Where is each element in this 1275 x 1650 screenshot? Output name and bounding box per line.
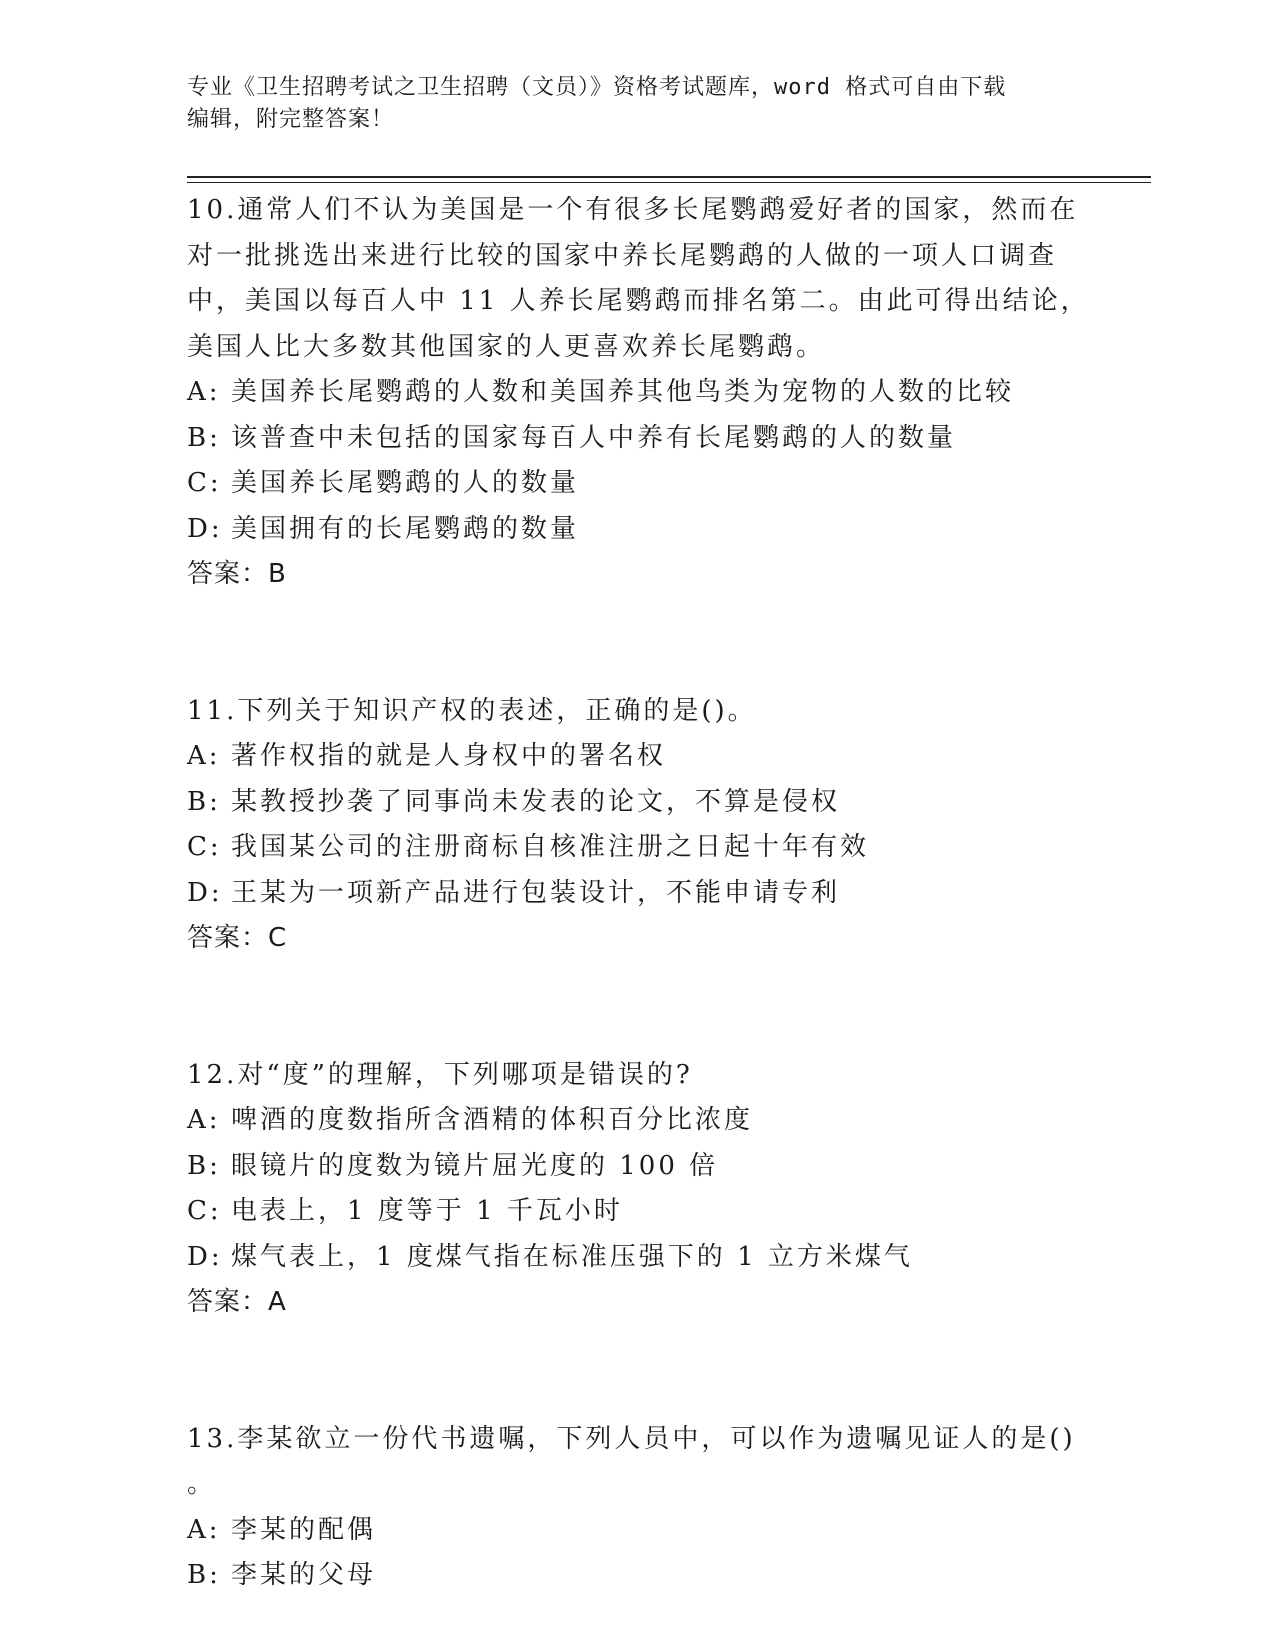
answer-line: 答案：A xyxy=(187,1287,287,1317)
option-d xyxy=(187,507,1107,553)
option-letter: A: xyxy=(187,377,221,407)
question-stem-line: 11.下列关于知识产权的表述，正确的是()。 xyxy=(187,695,757,726)
option-b xyxy=(187,1144,1107,1190)
option-text: 我国某公司的注册商标自核准注册之日起十年有效 xyxy=(231,832,870,862)
option-b xyxy=(187,780,1107,826)
option-letter: A: xyxy=(187,741,221,771)
answer-line: 答案：B xyxy=(187,559,287,589)
option-letter: A: xyxy=(187,1514,221,1545)
option-letter: D: xyxy=(187,513,223,544)
option-letter: B: xyxy=(187,1150,221,1181)
option-text: 美国拥有的长尾鹦鹉的数量 xyxy=(231,513,580,544)
option-c xyxy=(187,825,1107,871)
option-b xyxy=(187,416,1107,462)
option-text: 啤酒的度数指所含酒精的体积百分比浓度 xyxy=(231,1105,754,1135)
option-a xyxy=(187,370,1107,416)
question-13 xyxy=(187,1417,1107,1599)
question-list xyxy=(187,188,1107,1599)
option-letter: A: xyxy=(187,1105,221,1135)
option-a xyxy=(187,734,1107,780)
option-letter: B: xyxy=(187,1560,221,1590)
option-text: 著作权指的就是人身权中的署名权 xyxy=(231,741,667,771)
option-letter: B: xyxy=(187,786,221,817)
option-text: 王某为一项新产品进行包装设计，不能申请专利 xyxy=(231,877,841,908)
question-10 xyxy=(187,188,1107,598)
option-letter: C: xyxy=(187,1196,222,1226)
option-d xyxy=(187,1235,1107,1281)
question-stem-line: 。 xyxy=(187,1469,217,1499)
question-stem-line: 美国人比大多数其他国家的人更喜欢养长尾鹦鹉。 xyxy=(187,331,826,362)
question-stem-line: 10.通常人们不认为美国是一个有很多长尾鹦鹉爱好者的国家，然而在 xyxy=(187,195,1079,225)
option-letter: D: xyxy=(187,877,223,908)
option-letter: B: xyxy=(187,422,221,453)
option-a xyxy=(187,1098,1107,1144)
header-line-2: 编辑，附完整答案！ xyxy=(187,107,395,132)
question-12 xyxy=(187,1053,1107,1326)
option-b xyxy=(187,1553,1107,1599)
question-11 xyxy=(187,689,1107,962)
answer-line: 答案：C xyxy=(187,923,288,953)
option-c xyxy=(187,461,1107,507)
header-line-1: 专业《卫生招聘考试之卫生招聘（文员）》资格考试题库，word 格式可自由下载 xyxy=(187,75,1007,100)
header-divider-thick xyxy=(187,176,1151,178)
option-d xyxy=(187,871,1107,917)
question-stem-line: 中，美国以每百人中 11 人养长尾鹦鹉而排名第二。由此可得出结论， xyxy=(187,286,1090,316)
option-text: 该普查中未包括的国家每百人中养有长尾鹦鹉的人的数量 xyxy=(231,422,957,453)
option-text: 美国养长尾鹦鹉的人的数量 xyxy=(231,468,580,498)
option-text: 电表上，1 度等于 1 千瓦小时 xyxy=(231,1196,623,1226)
header-divider-thin xyxy=(187,182,1151,183)
option-text: 眼镜片的度数为镜片屈光度的 100 倍 xyxy=(231,1150,719,1181)
option-letter: C: xyxy=(187,832,222,862)
option-a xyxy=(187,1508,1107,1554)
option-text: 李某的父母 xyxy=(231,1560,377,1590)
option-text: 煤气表上，1 度煤气指在标准压强下的 1 立方米煤气 xyxy=(231,1241,913,1272)
option-letter: C: xyxy=(187,468,222,498)
option-letter: D: xyxy=(187,1241,223,1272)
option-text: 李某的配偶 xyxy=(231,1514,377,1545)
option-text: 美国养长尾鹦鹉的人数和美国养其他鸟类为宠物的人数的比较 xyxy=(231,377,1015,407)
question-stem-line: 13.李某欲立一份代书遗嘱，下列人员中，可以作为遗嘱见证人的是() xyxy=(187,1423,1076,1454)
option-c xyxy=(187,1189,1107,1235)
question-stem-line: 对一批挑选出来进行比较的国家中养长尾鹦鹉的人做的一项人口调查 xyxy=(187,240,1058,271)
document-header xyxy=(187,72,1087,136)
option-text: 某教授抄袭了同事尚未发表的论文，不算是侵权 xyxy=(231,786,841,817)
question-stem-line: 12.对“度”的理解，下列哪项是错误的? xyxy=(187,1059,693,1090)
